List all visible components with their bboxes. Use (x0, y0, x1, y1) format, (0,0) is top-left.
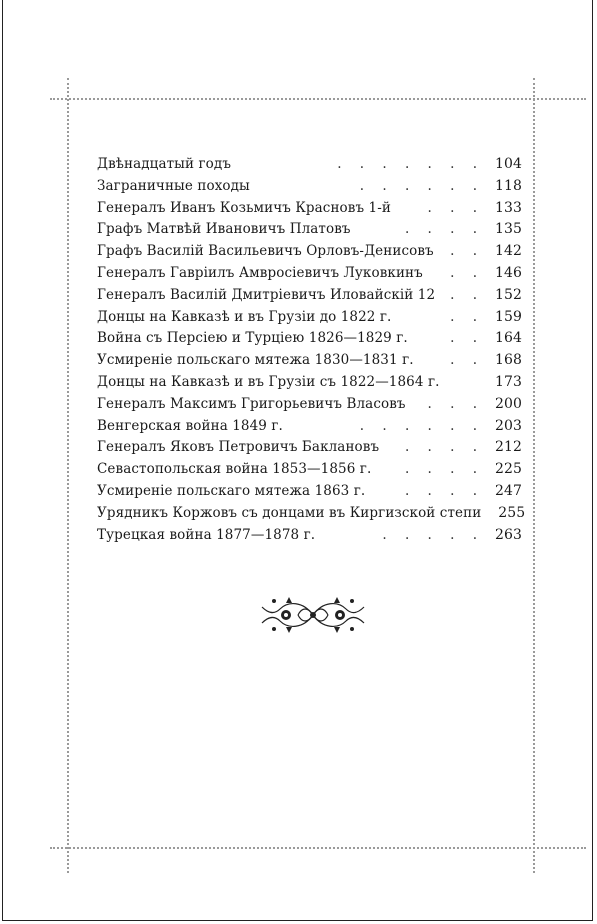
toc-entry-page-number: 247 (494, 482, 522, 499)
toc-entry-page-number: 255 (498, 504, 526, 521)
toc-entry-title: Графъ Василій Васильевичъ Орловъ-Денисовъ (97, 243, 434, 260)
toc-entry (97, 503, 526, 525)
toc-entry-leader: . . . (427, 199, 484, 216)
toc-entry-page-number: 118 (494, 177, 522, 194)
toc-entry (97, 372, 522, 394)
toc-entry-leader: . . . . (404, 461, 484, 478)
toc-entry-title: Графъ Матвѣй Ивановичъ Платовъ (97, 221, 351, 238)
toc-entry (97, 350, 522, 372)
toc-entry-page-number: 212 (494, 439, 522, 456)
toc-entry (97, 394, 522, 416)
toc-entry-leader: . . . . . . (359, 177, 484, 194)
toc-entry (97, 285, 522, 307)
toc-entry-page-number: 263 (494, 526, 522, 543)
toc-entry-page-number: 164 (494, 330, 522, 347)
toc-entry-title: Генералъ Гавріилъ Амвросіевичъ Луковкинъ (97, 264, 423, 281)
toc-entry-page-number: 104 (494, 156, 522, 172)
toc-entry-title: Турецкая война 1877—1878 г. (97, 526, 316, 543)
toc-entry-leader: . . (450, 286, 484, 303)
toc-entry-leader: . . (450, 330, 484, 347)
toc-entry (97, 176, 522, 198)
toc-entry-title: Севастопольская война 1853—1856 г. (97, 461, 372, 478)
toc-entry-title: Урядникъ Коржовъ съ донцами въ Киргизской степи (97, 504, 482, 521)
toc-entry-page-number: 152 (494, 286, 522, 303)
toc-entry-page-number: 142 (494, 243, 522, 260)
toc-entry-title: Война съ Персіею и Турціею 1826—1829 г. (97, 330, 408, 347)
toc-entry-leader: . . . . . (382, 526, 484, 543)
toc-entry (97, 154, 522, 176)
toc-entry-title: Генералъ Иванъ Козьмичъ Красновъ 1-й (97, 199, 392, 216)
toc-entry-page-number: 225 (494, 461, 522, 478)
toc-entry-title: Генералъ Максимъ Григорьевичъ Власовъ (97, 395, 406, 412)
toc-entry (97, 481, 522, 503)
floral-vignette-icon (258, 593, 368, 637)
toc-entry-page-number: 135 (494, 221, 522, 238)
toc-entry-leader: . . (450, 264, 484, 281)
toc-entry-leader: . . . (427, 395, 484, 412)
table-of-contents (97, 154, 526, 546)
toc-entry-leader: . . . . (404, 482, 484, 499)
toc-entry-page-number: 146 (494, 264, 522, 281)
toc-entry (97, 416, 522, 438)
toc-entry-title: Усмиреніе польскаго мятежа 1863 г. (97, 482, 366, 499)
toc-entry (97, 263, 522, 285)
toc-entry-leader: . . (450, 352, 484, 369)
toc-entry-title: Генералъ Василій Дмитріевичъ Иловайскій 12 (97, 286, 436, 303)
toc-entry (97, 459, 522, 481)
toc-entry-page-number: 173 (494, 373, 522, 390)
toc-entry-leader: . . . . (404, 439, 484, 456)
toc-entry (97, 307, 522, 329)
toc-entry-page-number: 133 (494, 199, 522, 216)
toc-entry-leader: . . . . (404, 221, 484, 238)
toc-entry-title: Усмиреніе польскаго мятежа 1830—1831 г. (97, 352, 414, 369)
toc-entry-page-number: 200 (494, 395, 522, 412)
toc-entry-leader: . . . . . . (359, 417, 484, 434)
toc-entry-page-number: 168 (494, 352, 522, 369)
toc-entry-title: Венгерская война 1849 г. (97, 417, 283, 434)
toc-entry-title: Заграничные походы (97, 177, 250, 194)
toc-entry (97, 525, 522, 547)
toc-entry-page-number: 159 (494, 308, 522, 325)
toc-entry-page-number: 203 (494, 417, 522, 434)
toc-entry-leader: . . (450, 243, 484, 260)
right-dotted-rule (533, 78, 535, 873)
toc-entry (97, 437, 522, 459)
toc-entry-title: Двѣнадцатый годъ (97, 156, 232, 172)
bottom-dotted-rule (50, 847, 586, 849)
toc-entry (97, 219, 522, 241)
left-dotted-rule (67, 78, 69, 873)
toc-entry-title: Донцы на Кавказѣ и въ Грузіи съ 1822—1864 г. (97, 373, 440, 390)
toc-entry-leader: . . . . . . . (337, 156, 484, 172)
toc-entry (97, 241, 522, 263)
toc-entry (97, 198, 522, 220)
toc-entry-title: Донцы на Кавказѣ и въ Грузіи до 1822 г. (97, 308, 392, 325)
toc-entry (97, 328, 522, 350)
top-dotted-rule (50, 98, 586, 100)
toc-entry-leader: . . (450, 308, 484, 325)
toc-entry-title: Генералъ Яковъ Петровичъ Баклановъ (97, 439, 380, 456)
